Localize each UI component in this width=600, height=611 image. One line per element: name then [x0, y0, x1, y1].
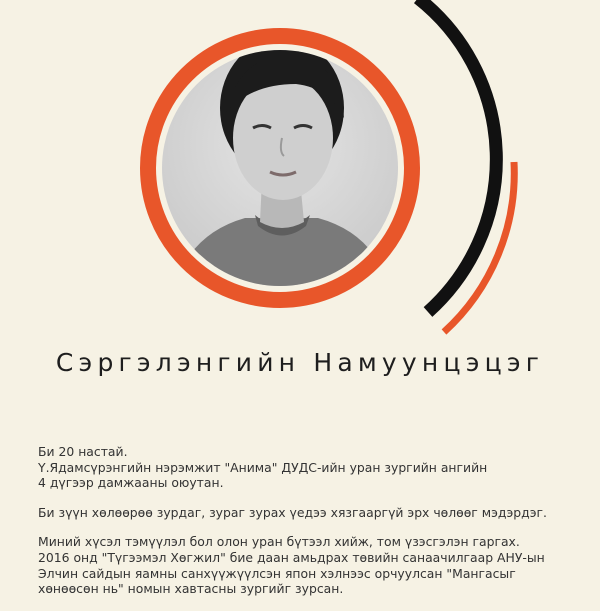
bio-line: 4 дүгээр дамжааны оюутан. [38, 475, 224, 491]
bio-line: 2016 онд "Түгээмэл Хөгжил" бие даан амьдрах төвийн санаачилгаар АНУ-ын [38, 549, 545, 565]
bio-line: Би зүүн хөлөөрөө зурдаг, зураг зурах үедээ хязгааргүй эрх чөлөөг мэдэрдэг. [38, 504, 547, 520]
bio-line: Элчин сайдын яамны санхүүжүүлсэн япон хэлнээс орчуулсан "Мангасыг [38, 565, 516, 581]
bio-line: Миний хүсэл тэмүүлэл бол олон уран бүтээл хийж, том үзэсгэлэн гаргах. [38, 534, 520, 550]
black-arc [418, 0, 496, 312]
bio-paragraph-2 [38, 505, 588, 521]
bio-line: Би 20 настай. [38, 444, 128, 459]
bio-paragraph-3 [38, 534, 588, 596]
bio-line: Ү.Ядамсүрэнгийн нэрэмжит "Анима" ДУДС-ийн уран зургийн ангийн [38, 459, 488, 475]
bio-line: хөнөөсөн нь" номын хавтасны зургийг зурсан. [38, 581, 344, 597]
bio-text [38, 444, 588, 611]
person-name: Сэргэлэнгийн Намуунцэцэг [55, 348, 545, 377]
bio-paragraph-1 [38, 444, 588, 491]
